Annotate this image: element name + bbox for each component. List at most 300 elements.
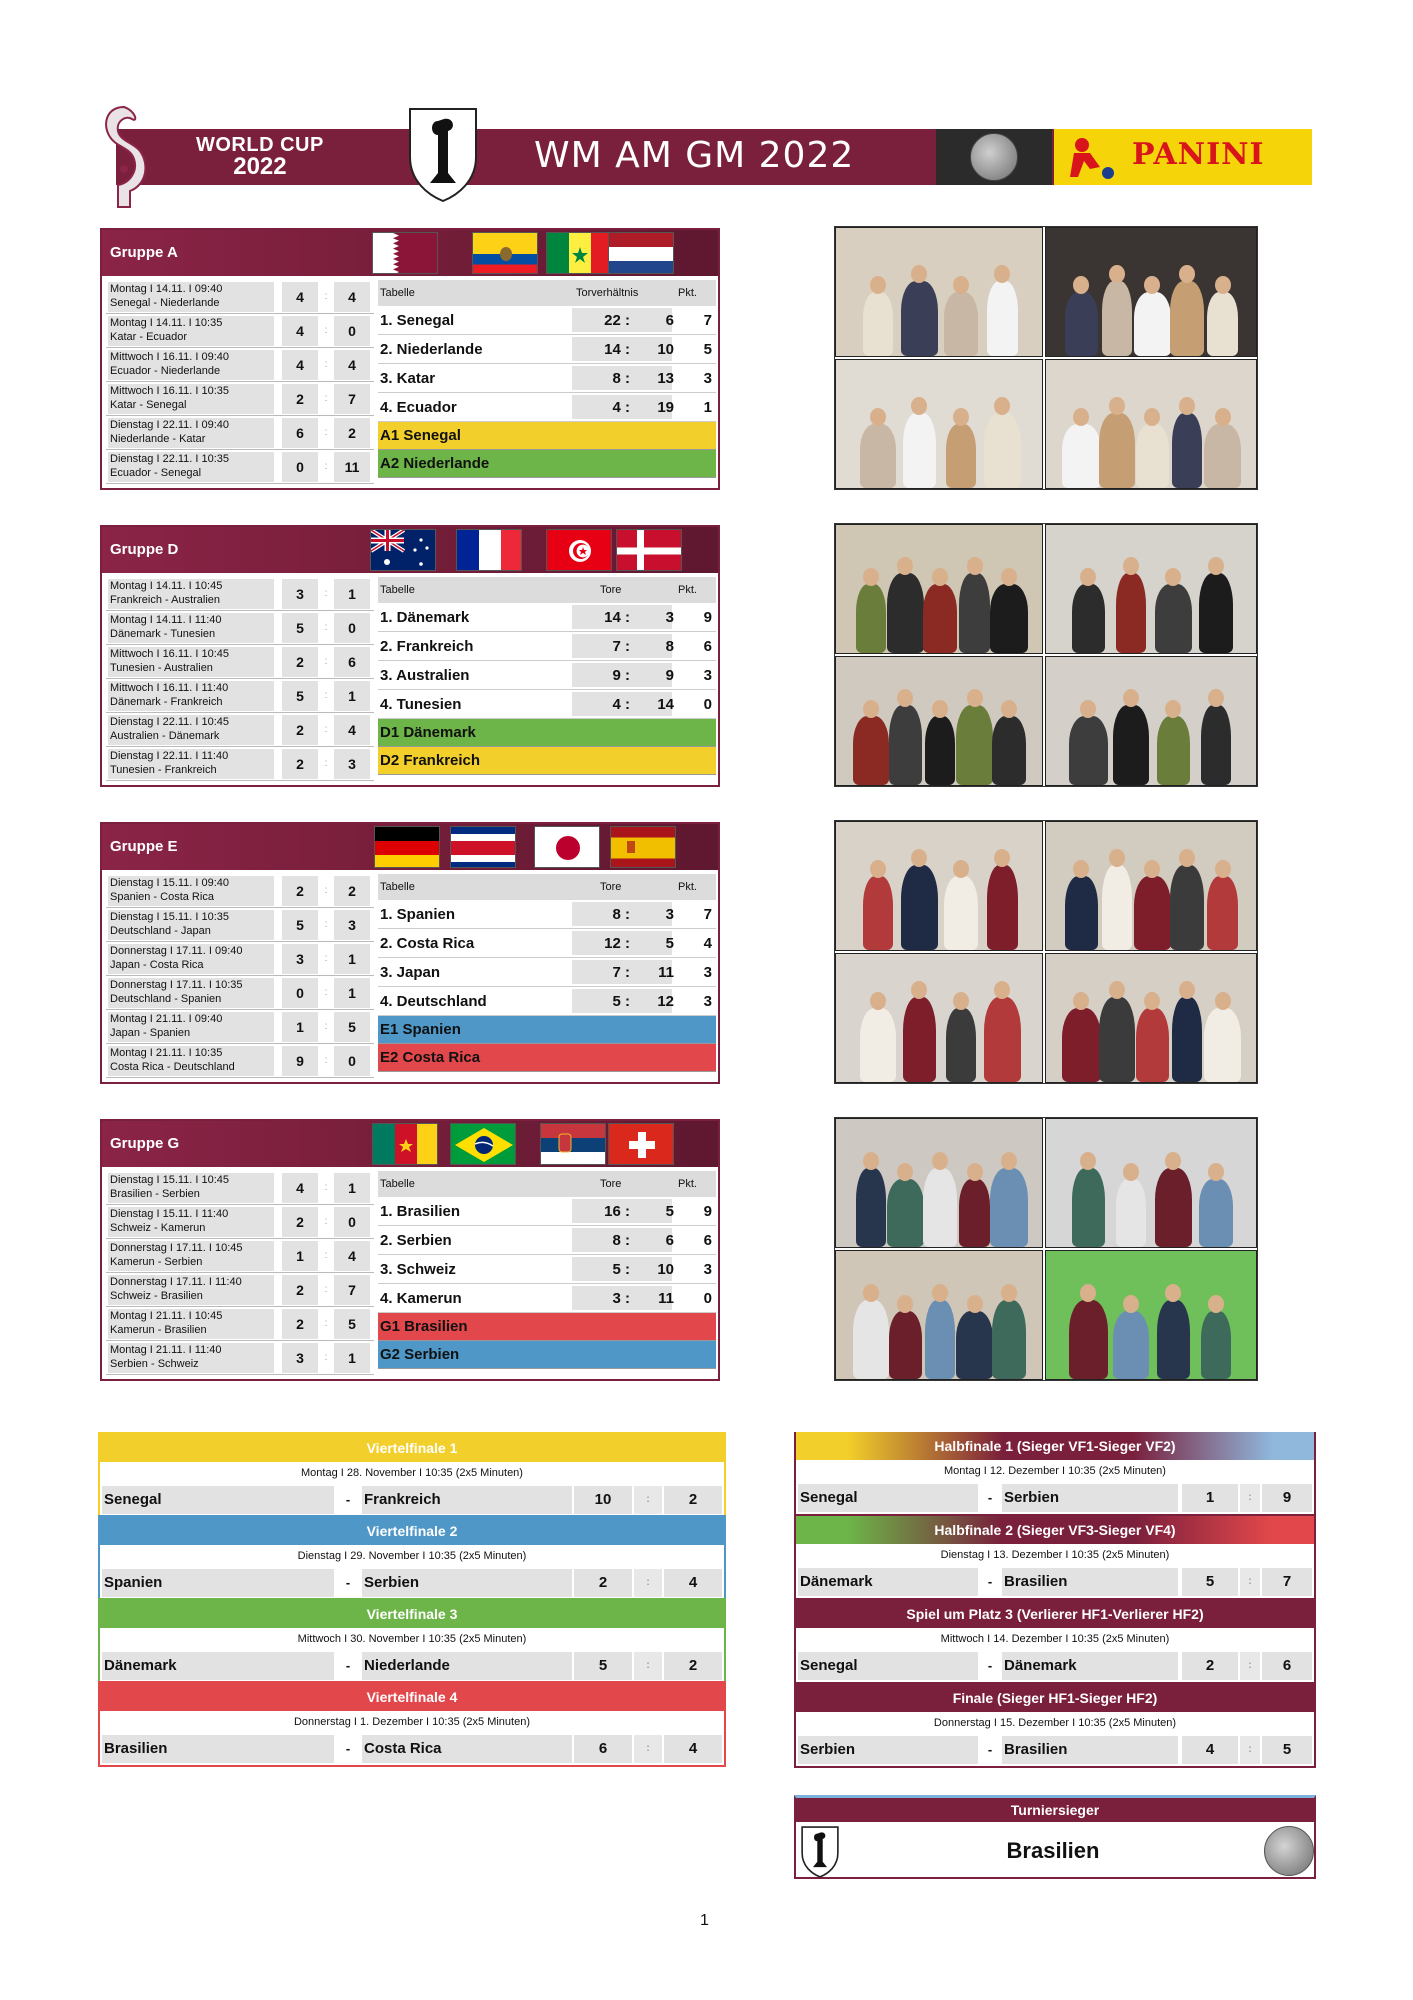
home-score: 0 (282, 978, 318, 1008)
person-head (1109, 265, 1125, 283)
person-figure (1136, 1008, 1169, 1082)
knockout-title: Spiel um Platz 3 (Verlierer HF1-Verlierer HF2) (796, 1600, 1314, 1628)
qualified-team: G2 Serbien (378, 1341, 716, 1369)
home-score: 2 (282, 1275, 318, 1305)
ecuador-flag-icon (472, 232, 538, 274)
person-figure (956, 1311, 993, 1379)
person-figure (990, 1168, 1028, 1247)
goals-for: 8 : (612, 370, 630, 387)
team-1: Brasilien (102, 1735, 334, 1763)
home-score: 5 (282, 910, 318, 940)
match-list (106, 874, 374, 1078)
person-head (870, 408, 886, 426)
away-score: 3 (334, 910, 370, 940)
person-figure (860, 1008, 896, 1082)
goals-against: 6 (665, 312, 674, 329)
person-head (1123, 689, 1139, 707)
score-separator: : (324, 758, 328, 769)
score-separator: : (324, 1352, 328, 1363)
match-info (108, 384, 274, 414)
home-score: 4 (282, 1173, 318, 1203)
score-2: 4 (664, 1569, 722, 1597)
home-score: 0 (282, 452, 318, 482)
goals-against: 12 (657, 993, 674, 1010)
table-label: Tabelle (380, 881, 415, 893)
vs-dash: - (336, 1652, 360, 1680)
match-date: Dienstag I 15.11. I 11:40 (110, 1208, 229, 1220)
team-name: 2. Costa Rica (380, 935, 475, 952)
person-head (863, 1152, 879, 1170)
standings-row (378, 306, 716, 335)
goals-for: 7 : (612, 964, 630, 981)
match-row (106, 382, 374, 416)
goals-against: 13 (657, 370, 674, 387)
team-name: 4. Tunesien (380, 696, 462, 713)
match-date: Donnerstag I 17.11. I 09:40 (110, 945, 243, 957)
score-1: 6 (574, 1735, 632, 1763)
match-teams: Katar - Senegal (110, 399, 187, 411)
home-score: 3 (282, 579, 318, 609)
person-figure (1065, 292, 1098, 356)
away-score: 0 (334, 1046, 370, 1076)
knockout-match-box (794, 1516, 1316, 1600)
person-figure (887, 1179, 924, 1247)
match-date: Dienstag I 22.11. I 10:45 (110, 716, 230, 728)
person-figure (1113, 1311, 1149, 1379)
person-figure (889, 1311, 922, 1379)
goals-for: 8 : (612, 1232, 630, 1249)
match-date: Montag I 14.11. I 10:45 (110, 580, 223, 592)
match-info (108, 647, 274, 677)
standings-row (378, 1284, 716, 1313)
team-name: 2. Serbien (380, 1232, 452, 1249)
quarterfinal-title: Viertelfinale 4 (100, 1683, 724, 1711)
match-row (106, 1205, 374, 1239)
points: 3 (703, 370, 712, 387)
goals-against: 19 (657, 399, 674, 416)
away-score: 1 (334, 1343, 370, 1373)
away-score: 1 (334, 579, 370, 609)
match-info (108, 876, 274, 906)
person-figure (1136, 424, 1169, 488)
team-photo (1045, 1250, 1257, 1380)
score-separator: : (324, 588, 328, 599)
standings-table (378, 577, 716, 775)
match-row (106, 1171, 374, 1205)
score-separator: : (324, 359, 328, 370)
person-head (870, 860, 886, 878)
team-name: 3. Australien (380, 667, 470, 684)
match-info (108, 613, 274, 643)
standings-row (378, 335, 716, 364)
away-score: 4 (334, 350, 370, 380)
match-row (106, 1341, 374, 1375)
match-date: Mittwoch I 30. November I 10:35 (2x5 Minuten) (100, 1628, 724, 1650)
person-figure (1113, 705, 1149, 785)
standings-row (378, 987, 716, 1016)
score-1: 10 (574, 1486, 632, 1514)
match-row (106, 976, 374, 1010)
person-figure (984, 997, 1021, 1082)
standings-row (378, 1255, 716, 1284)
standings-row (378, 393, 716, 422)
match-info (108, 681, 274, 711)
team-photo (835, 953, 1043, 1083)
match-date: Montag I 21.11. I 11:40 (110, 1344, 222, 1356)
match-date: Montag I 21.11. I 09:40 (110, 1013, 223, 1025)
knockout-match-box (794, 1432, 1316, 1516)
score-separator: : (324, 461, 328, 472)
team-2: Serbien (1002, 1484, 1178, 1512)
score-separator: : (324, 1055, 328, 1066)
match-info (108, 1207, 274, 1237)
match-teams: Kamerun - Brasilien (110, 1324, 207, 1336)
team-photo (835, 227, 1043, 357)
match-teams: Brasilien - Serbien (110, 1188, 200, 1200)
match-date: Mittwoch I 14. Dezember I 10:35 (2x5 Minuten) (796, 1628, 1314, 1650)
match-row (106, 942, 374, 976)
match-date: Montag I 12. Dezember I 10:35 (2x5 Minuten) (796, 1460, 1314, 1482)
home-score: 4 (282, 282, 318, 312)
match-info (108, 1012, 274, 1042)
person-figure (1170, 865, 1204, 950)
match-row (796, 1650, 1314, 1682)
match-info (108, 1241, 274, 1271)
knockout-match-box (794, 1600, 1316, 1684)
home-score: 2 (282, 876, 318, 906)
team-photo (835, 359, 1043, 489)
person-head (870, 276, 886, 294)
points-label: Pkt. (678, 287, 697, 299)
person-figure (1207, 292, 1238, 356)
person-figure (1204, 424, 1241, 488)
standings-row (378, 929, 716, 958)
spain-flag-icon (610, 826, 676, 868)
match-date: Donnerstag I 17.11. I 10:35 (110, 979, 243, 991)
qualified-team: D1 Dänemark (378, 719, 716, 747)
quarterfinal-title: Viertelfinale 3 (100, 1600, 724, 1628)
match-row (796, 1482, 1314, 1514)
person-figure (1099, 997, 1135, 1082)
match-info (108, 1173, 274, 1203)
person-head (863, 568, 879, 586)
person-figure (959, 573, 990, 653)
match-teams: Japan - Spanien (110, 1027, 191, 1039)
tournament-winner-box (794, 1795, 1316, 1879)
knockout-title: Finale (Sieger HF1-Sieger HF2) (796, 1684, 1314, 1712)
away-score: 5 (334, 1012, 370, 1042)
person-head (932, 568, 948, 586)
australia-flag-icon (370, 529, 436, 571)
person-head (1144, 860, 1160, 878)
team-photo (835, 821, 1043, 951)
match-info (108, 978, 274, 1008)
match-row (796, 1734, 1314, 1766)
goals-for: 7 : (612, 638, 630, 655)
person-figure (1102, 865, 1132, 950)
person-head (870, 992, 886, 1010)
points: 3 (703, 964, 712, 981)
goals-against: 3 (665, 609, 674, 626)
points: 1 (703, 399, 712, 416)
score-separator: : (634, 1486, 662, 1514)
match-row (796, 1566, 1314, 1598)
match-row (106, 679, 374, 713)
person-figure (863, 876, 893, 950)
team-name: 2. Niederlande (380, 341, 483, 358)
person-figure (1157, 716, 1190, 785)
home-score: 1 (282, 1012, 318, 1042)
group-d-panel (100, 525, 720, 787)
person-figure (984, 413, 1021, 488)
points: 0 (703, 1290, 712, 1307)
points: 7 (703, 312, 712, 329)
standings-header (378, 280, 716, 306)
team-1: Senegal (798, 1484, 978, 1512)
home-score: 9 (282, 1046, 318, 1076)
person-figure (1204, 1008, 1241, 1082)
away-score: 0 (334, 1207, 370, 1237)
match-teams: Kamerun - Serbien (110, 1256, 203, 1268)
table-label: Tabelle (380, 287, 415, 299)
match-list (106, 1171, 374, 1375)
team-photo (1045, 953, 1257, 1083)
standings-header (378, 874, 716, 900)
home-score: 6 (282, 418, 318, 448)
score-separator: : (324, 919, 328, 930)
quarterfinal-title: Viertelfinale 2 (100, 1517, 724, 1545)
person-head (1123, 1295, 1139, 1313)
goals-against: 5 (665, 1203, 674, 1220)
match-teams: Frankreich - Australien (110, 594, 221, 606)
goals-for: 9 : (612, 667, 630, 684)
score-separator: : (324, 1182, 328, 1193)
team-1: Dänemark (798, 1568, 978, 1596)
team-1: Senegal (798, 1652, 978, 1680)
goals-for: 4 : (612, 696, 630, 713)
home-score: 4 (282, 316, 318, 346)
match-row (100, 1567, 724, 1599)
away-score: 0 (334, 316, 370, 346)
person-figure (1134, 292, 1171, 356)
match-info (108, 944, 274, 974)
match-teams: Japan - Costa Rica (110, 959, 204, 971)
match-info (108, 749, 274, 779)
goals-against: 3 (665, 906, 674, 923)
score-2: 5 (1262, 1736, 1312, 1764)
score-1: 2 (574, 1569, 632, 1597)
group-header (102, 1121, 718, 1167)
person-figure (903, 413, 936, 488)
person-head (1208, 1163, 1224, 1181)
team-photo (1045, 524, 1257, 654)
match-date: Donnerstag I 17.11. I 10:45 (110, 1242, 243, 1254)
match-date: Donnerstag I 1. Dezember I 10:35 (2x5 Minuten) (100, 1711, 724, 1733)
match-date: Dienstag I 29. November I 10:35 (2x5 Minuten) (100, 1545, 724, 1567)
basel-shield-icon (408, 107, 478, 203)
team-photo (835, 1250, 1043, 1380)
score-separator: : (324, 1216, 328, 1227)
person-figure (944, 876, 978, 950)
person-head (1144, 408, 1160, 426)
match-teams: Dänemark - Frankreich (110, 696, 223, 708)
goals-for: 5 : (612, 1261, 630, 1278)
quarterfinal-box (98, 1432, 726, 1518)
standings-row (378, 364, 716, 393)
team-1: Spanien (102, 1569, 334, 1597)
group-a-panel (100, 228, 720, 490)
match-row (106, 713, 374, 747)
person-head (1208, 689, 1224, 707)
match-date: Dienstag I 22.11. I 09:40 (110, 419, 230, 431)
goals-against: 5 (665, 935, 674, 952)
standings-table (378, 874, 716, 1072)
brazil-flag-icon (450, 1123, 516, 1165)
group-header (102, 230, 718, 276)
group-g-panel (100, 1119, 720, 1381)
match-teams: Katar - Ecuador (110, 331, 188, 343)
standings-table (378, 280, 716, 478)
points-label: Pkt. (678, 584, 697, 596)
match-info (108, 452, 274, 482)
match-date: Montag I 21.11. I 10:45 (110, 1310, 223, 1322)
team-name: 3. Katar (380, 370, 436, 387)
match-row (100, 1650, 724, 1682)
person-head (967, 689, 983, 707)
match-row (106, 577, 374, 611)
panini-logo-text: PANINI (1132, 137, 1265, 172)
team-photo (1045, 359, 1257, 489)
group-header (102, 824, 718, 870)
match-row (106, 645, 374, 679)
photo-collage-group-d (834, 523, 1258, 787)
person-figure (992, 1300, 1026, 1379)
wc-line-2: 2022 (233, 153, 287, 180)
world-cup-trophy-icon (96, 103, 152, 213)
team-name: 4. Kamerun (380, 1290, 462, 1307)
person-figure (1170, 281, 1204, 356)
match-teams: Serbien - Schweiz (110, 1358, 199, 1370)
standings-row (378, 958, 716, 987)
match-info (108, 715, 274, 745)
world-cup-logo-text (196, 135, 324, 179)
match-info (108, 1309, 274, 1339)
person-figure (889, 705, 922, 785)
vs-dash: - (336, 1569, 360, 1597)
away-score: 7 (334, 384, 370, 414)
cameroon-flag-icon (372, 1123, 438, 1165)
match-date: Montag I 28. November I 10:35 (2x5 Minuten) (100, 1462, 724, 1484)
score-2: 4 (664, 1735, 722, 1763)
person-figure (863, 292, 893, 356)
netherlands-flag-icon (608, 232, 674, 274)
score-separator: : (1240, 1484, 1260, 1512)
points: 9 (703, 1203, 712, 1220)
points: 4 (703, 935, 712, 952)
qatar-flag-icon (372, 232, 438, 274)
score-2: 9 (1262, 1484, 1312, 1512)
goals-for: 16 : (604, 1203, 630, 1220)
team-name: 2. Frankreich (380, 638, 474, 655)
photo-collage-group-e (834, 820, 1258, 1084)
vs-dash: - (336, 1486, 360, 1514)
match-list (106, 577, 374, 781)
team-2: Serbien (362, 1569, 572, 1597)
vs-dash: - (980, 1736, 1000, 1764)
score-separator: : (1240, 1568, 1260, 1596)
team-1: Serbien (798, 1736, 978, 1764)
away-score: 2 (334, 876, 370, 906)
goals-label: Torverhältnis (576, 287, 639, 299)
team-name: 3. Schweiz (380, 1261, 456, 1278)
goals-for: 14 : (604, 609, 630, 626)
person-figure (956, 705, 993, 785)
match-row (100, 1733, 724, 1765)
person-head (1123, 1163, 1139, 1181)
team-name: 3. Japan (380, 964, 441, 981)
team-photo (835, 656, 1043, 786)
score-1: 5 (1182, 1568, 1238, 1596)
away-score: 11 (334, 452, 370, 482)
match-teams: Australien - Dänemark (110, 730, 220, 742)
team-1: Dänemark (102, 1652, 334, 1680)
person-figure (992, 716, 1026, 785)
team-name: 1. Spanien (380, 906, 456, 923)
score-separator: : (1240, 1736, 1260, 1764)
qualified-team: E2 Costa Rica (378, 1044, 716, 1072)
match-date: Donnerstag I 17.11. I 11:40 (110, 1276, 242, 1288)
person-head (1109, 981, 1125, 999)
score-2: 6 (1262, 1652, 1312, 1680)
match-row (106, 1273, 374, 1307)
match-info (108, 1275, 274, 1305)
person-figure (923, 584, 957, 653)
person-figure (1072, 584, 1105, 653)
goals-against: 9 (665, 667, 674, 684)
match-row (106, 450, 374, 484)
standings-row (378, 1226, 716, 1255)
goals-for: 12 : (604, 935, 630, 952)
match-list (106, 280, 374, 484)
knockout-match-box (794, 1684, 1316, 1768)
person-head (863, 1284, 879, 1302)
person-head (953, 860, 969, 878)
person-head (1144, 276, 1160, 294)
points: 6 (703, 638, 712, 655)
goals-against: 11 (658, 1290, 674, 1307)
match-teams: Spanien - Costa Rica (110, 891, 214, 903)
person-head (967, 1295, 983, 1313)
person-head (1208, 1295, 1224, 1313)
person-figure (987, 281, 1018, 356)
match-row (106, 1010, 374, 1044)
match-row (106, 1044, 374, 1078)
match-info (108, 1343, 274, 1373)
person-figure (1099, 413, 1135, 488)
match-date: Mittwoch I 16.11. I 11:40 (110, 682, 229, 694)
points: 5 (703, 341, 712, 358)
standings-header (378, 1171, 716, 1197)
quarterfinal-box (98, 1681, 726, 1767)
person-head (953, 408, 969, 426)
score-separator: : (324, 325, 328, 336)
person-figure (856, 1168, 886, 1247)
person-head (953, 992, 969, 1010)
match-teams: Costa Rica - Deutschland (110, 1061, 235, 1073)
match-teams: Tunesien - Frankreich (110, 764, 217, 776)
person-figure (946, 1008, 976, 1082)
person-figure (853, 716, 889, 785)
